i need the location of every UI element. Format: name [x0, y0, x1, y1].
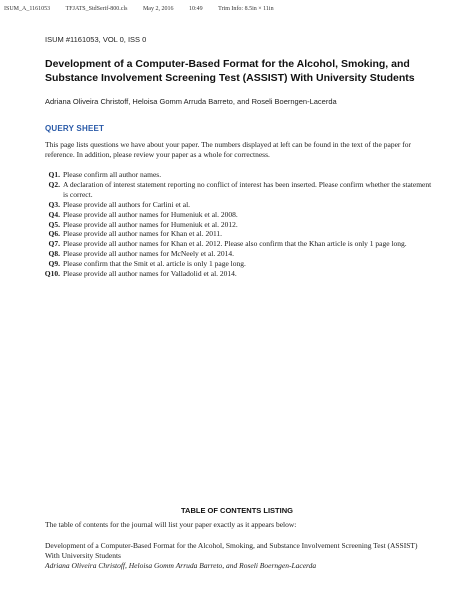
query-item — [24, 180, 434, 200]
query-text: Please confirm all author names. — [63, 170, 162, 179]
toc-entry-title: Development of a Computer-Based Format for the Alcohol, Smoking, and Substance Involvement Screening Test (ASSIST) With University Students — [45, 541, 418, 560]
query-label: Q9. — [48, 259, 60, 269]
query-text: Please provide all author names for Humeniuk et al. 2008. — [63, 209, 238, 219]
query-label: Q4. — [48, 209, 60, 219]
query-text: Please provide all author names for McNeely et al. 2014. — [63, 249, 234, 259]
query-text: Please provide all author names for Khan et al. 2011. — [63, 229, 223, 239]
query-item — [24, 239, 434, 249]
query-label: Q1. — [48, 170, 60, 179]
query-item — [24, 200, 434, 210]
header-template: TFJATS_StdSerif-800.cls — [65, 6, 128, 12]
query-text: Please confirm that the Smit et al. article is only 1 page long. — [63, 259, 246, 269]
query-text: Please provide all author names for Khan et al. 2012. Please also confirm that the Khan article is only 1 page long. — [63, 239, 407, 249]
query-label: Q5. — [48, 219, 60, 229]
toc-entry-authors: Adriana Oliveira Christoff, Heloisa Gomm Arruda Barreto, and Roseli Boerngen-Lacerda — [45, 561, 317, 570]
query-item — [24, 170, 434, 180]
query-item — [24, 259, 434, 269]
query-text: Please provide all authors for Carlini et al. — [63, 199, 191, 209]
paper-authors: Adriana Oliveira Christoff, Heloisa Gomm Arruda Barreto, and Roseli Boerngen-Lacerda — [45, 97, 337, 106]
query-text: A declaration of interest statement reporting no conflict of interest has been inserted. Please confirm whether the statement is correct. — [63, 179, 432, 199]
query-item — [24, 210, 434, 220]
query-text: Please provide all author names for Humeniuk et al. 2012. — [63, 219, 238, 229]
query-label: Q3. — [48, 199, 60, 209]
header-date: May 2, 2016 — [142, 6, 174, 12]
query-item — [24, 249, 434, 259]
query-item — [24, 220, 434, 230]
query-text: Please provide all author names for Valladolid et al. 2014. — [63, 269, 237, 279]
query-label: Q8. — [48, 249, 60, 259]
running-header — [4, 6, 288, 12]
toc-intro: The table of contents for the journal will list your paper exactly as it appears below: — [45, 520, 297, 529]
toc-entry — [45, 541, 425, 571]
paper-title: Development of a Computer-Based Format for the Alcohol, Smoking, and Substance Involvement Screening Test (ASSIST) With University Students — [45, 58, 415, 84]
query-label: Q7. — [48, 239, 60, 249]
header-file-id: ISUM_A_1161053 — [4, 6, 51, 12]
query-item — [24, 269, 434, 279]
issue-line: ISUM #1161053, VOL 0, ISS 0 — [45, 35, 147, 44]
toc-heading: TABLE OF CONTENTS LISTING — [181, 506, 293, 515]
query-list — [24, 170, 434, 279]
query-label: Q6. — [48, 229, 60, 239]
query-sheet-heading: QUERY SHEET — [45, 124, 105, 133]
query-item — [24, 229, 434, 239]
query-sheet-intro: This page lists questions we have about your paper. The numbers displayed at left can be found in the text of the paper for reference. In addition, please review your paper as a whole for correctness. — [45, 140, 412, 159]
header-trim-info: Trim Info: 8.5in × 11in — [218, 6, 274, 12]
query-label: Q10. — [44, 269, 60, 279]
header-time: 10:49 — [188, 6, 203, 12]
query-label: Q2. — [48, 179, 60, 189]
